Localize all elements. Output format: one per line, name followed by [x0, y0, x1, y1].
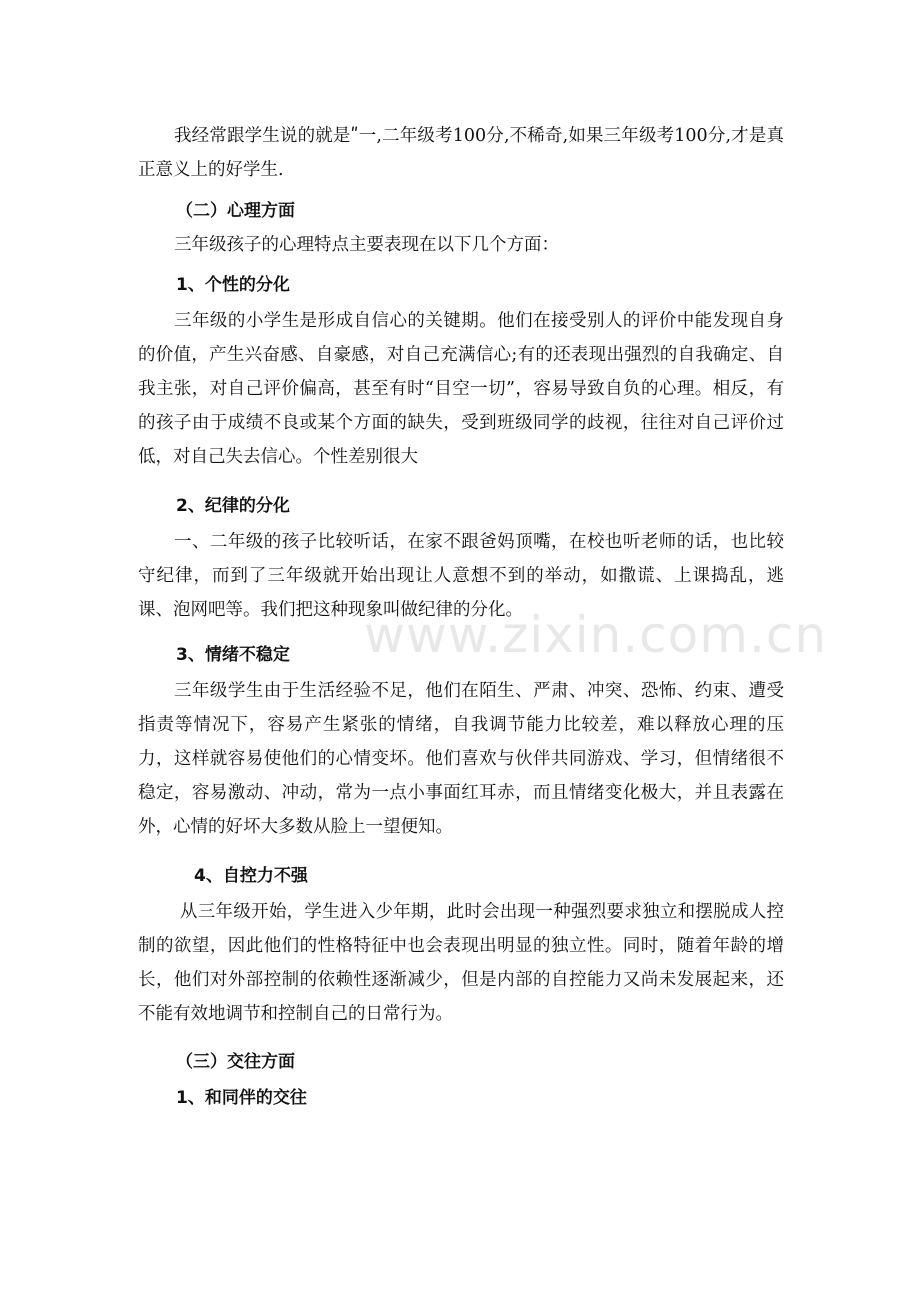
paragraph-self-control: 从三年级开始，学生进入少年期，此时会出现一种强烈要求独立和摆脱成人控制的欲望，因此他们的性格特征中也会表现出明显的独立性。同时，随着年龄的增长，他们对外部控制的依赖性逐渐减少，但是内部的自控能力又尚未发展起来，还不能有效地调节和控制自己的日常行为。 — [138, 902, 784, 1024]
subheading-self-control: 4、自控力不强 — [194, 866, 308, 886]
paragraph-discipline: 一、二年级的孩子比较听话，在家不跟爸妈顶嘴，在校也听老师的话，也比较守纪律，而到了三年级就开始出现让人意想不到的举动，如撒谎、上课捣乱，逃课、泡网吧等。我们把这种现象叫做纪律的分化。 — [138, 532, 784, 620]
subheading-discipline: 2、纪律的分化 — [176, 496, 290, 516]
paragraph-emotion: 三年级学生由于生活经验不足，他们在陌生、严肃、冲突、恐怖、约束、遭受指责等情况下，容易产生紧张的情绪，自我调节能力比较差，难以释放心理的压力，这样就容易使他们的心情变坏。他们喜欢与伙伴共同游戏、学习，但情绪很不稳定，容易激动、冲动，常为一点小事面红耳赤，而且情绪变化极大，并且表露在外，心情的好坏大多数从脸上一望便知。 — [138, 681, 784, 837]
subheading-personality: 1、个性的分化 — [176, 275, 290, 295]
paragraph-intro: 我经常跟学生说的就是ʺ一,二年级考100分,不稀奇,如果三年级考100分,才是真正意义上的好学生. — [138, 126, 784, 180]
section-heading-social: （三）交往方面 — [176, 1052, 295, 1072]
subheading-peer-interaction: 1、和同伴的交往 — [176, 1088, 307, 1108]
section-heading-psychology: （二）心理方面 — [176, 201, 295, 221]
subheading-emotion: 3、情绪不稳定 — [176, 645, 290, 665]
paragraph-personality: 三年级的小学生是形成自信心的关键期。他们在接受别人的评价中能发现自身的价值，产生兴奋感、自豪感，对自己充满信心;有的还表现出强烈的自我确定、自我主张，对自己评价偏高，甚至有时“目空一切”，容易导致自负的心理。相反，有的孩子由于成绩不良或某个方面的缺失，受到班级同学的歧视，往往对自己评价过低，对自己失去信心。个性差别很大 — [138, 311, 784, 467]
watermark: www.zixin.com.cn — [364, 606, 828, 664]
paragraph-psychology-intro: 三年级孩子的心理特点主要表现在以下几个方面： — [174, 235, 559, 255]
